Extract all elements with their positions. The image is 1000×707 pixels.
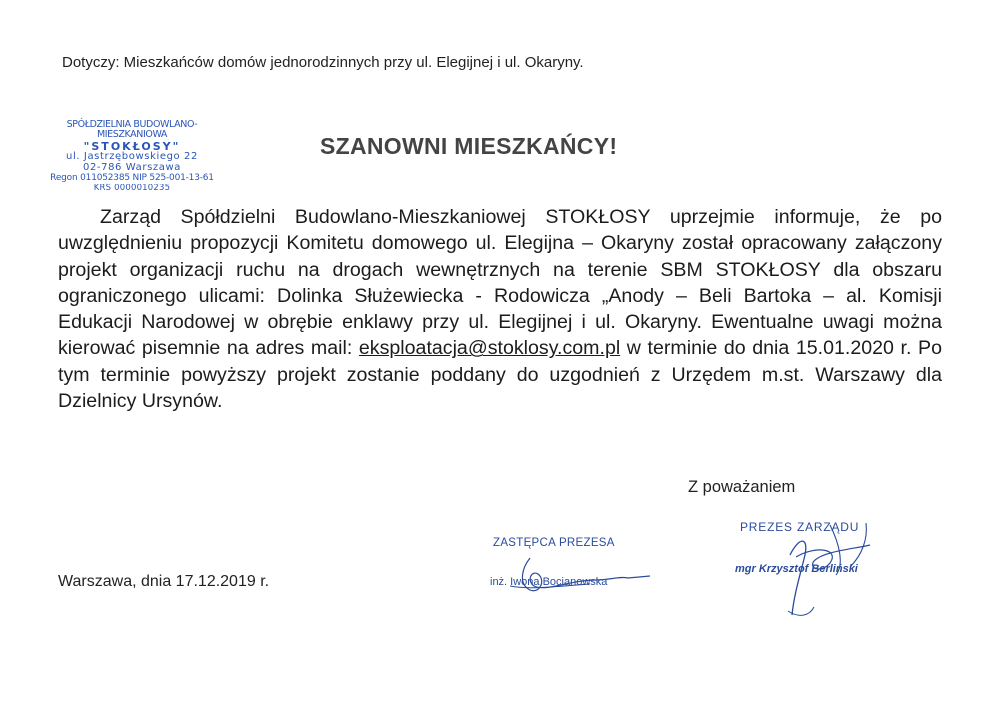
letter-heading: SZANOWNI MIESZKAŃCY! <box>320 133 618 159</box>
cooperative-stamp <box>32 120 232 192</box>
closing-phrase: Z poważaniem <box>688 478 796 496</box>
president-title: PREZES ZARZĄDU <box>740 520 860 534</box>
letter-body <box>58 204 942 414</box>
body-part-2: w terminie do dnia 15.01.2020 r. Po tym terminie powyższy projekt zostanie poddany do uzgodnień z Urzędem m.st. Warszawy dla Dzielnicy Ursynów. <box>58 337 942 413</box>
email-link[interactable]: eksploatacja@stoklosy.com.pl <box>358 337 621 360</box>
signature-right-icon <box>770 515 890 625</box>
stamp-line-brand: "STOKŁOSY" <box>83 139 181 153</box>
stamp-line-name: SPÓŁDZIELNIA BUDOWLANO-MIESZKANIOWA <box>66 119 198 141</box>
stamp-line-city: 02-786 Warszawa <box>83 162 181 174</box>
president-name: mgr Krzysztof Berliński <box>735 563 858 575</box>
subject-line: Dotyczy: Mieszkańców domów jednorodzinnych przy ul. Elegijnej i ul. Okaryny. <box>62 54 584 71</box>
place-and-date: Warszawa, dnia 17.12.2019 r. <box>58 573 270 590</box>
signature-left-icon <box>500 550 660 600</box>
deputy-president-name: inż. Iwona Bocianowska <box>490 576 608 588</box>
stamp-line-krs: KRS 0000010235 <box>93 183 171 192</box>
stamp-line-regon: Regon 011052385 NIP 525-001-13-61 <box>50 172 214 183</box>
deputy-president-title: ZASTĘPCA PREZESA <box>493 537 615 549</box>
stamp-line-street: ul. Jastrzębowskiego 22 <box>66 151 198 163</box>
body-part-1: Zarząd Spółdzielni Budowlano-Mieszkaniowej STOKŁOSY uprzejmie informuje, że po uwzględnieniu propozycji Komitetu domowego ul. Elegijna – Okaryny został opracowany załączony projekt organizacji ruchu na drogach wewnętrznych na terenie SBM STOKŁOSY dla obszaru ograniczonego ulicami: Dolinka Służewiecka - Rodowicza „Anody – Beli Bartoka – al. Komisji Edukacji Narodowej w obrębie enklawy przy ul. Elegijnej i ul. Okaryny. Ewentualne uwagi można kierować pisemnie na adres mail: <box>58 206 942 360</box>
